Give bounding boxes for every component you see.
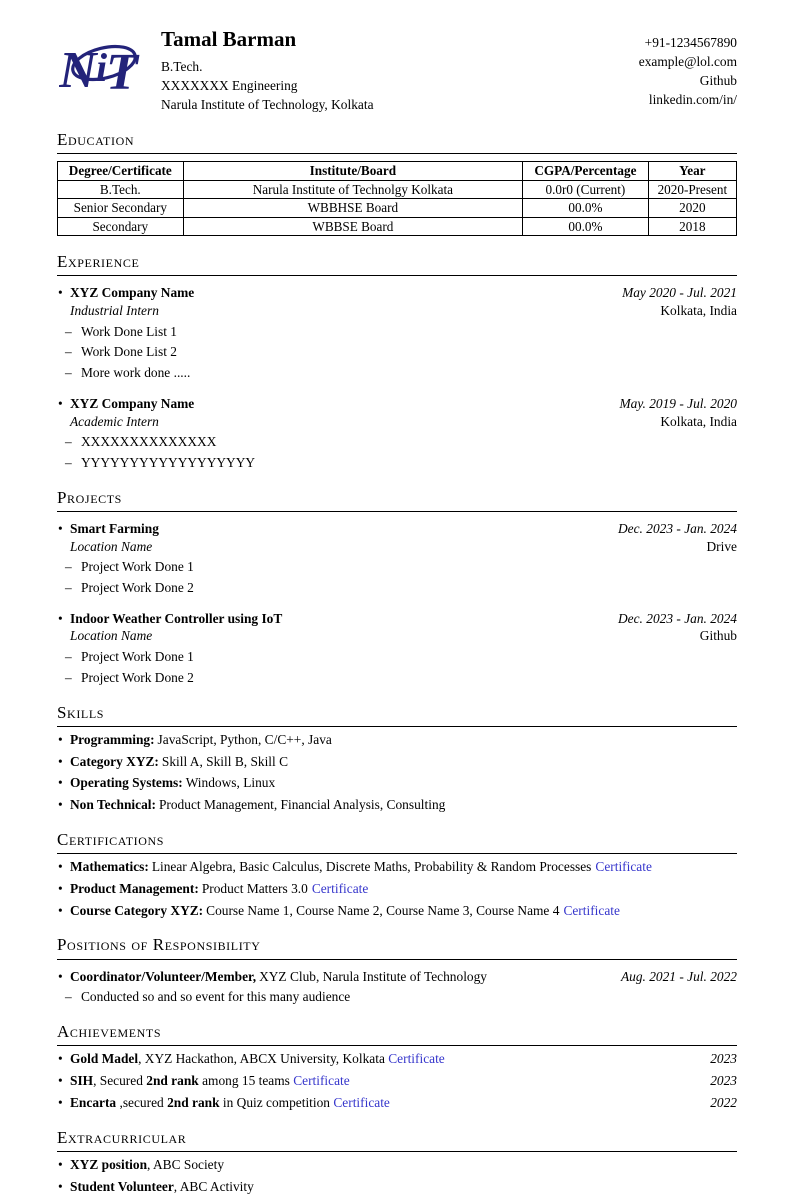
bullet-point: – Work Done List 1 — [57, 323, 737, 341]
skill-list: Skill A, Skill B, Skill C — [162, 754, 288, 769]
skill-list: JavaScript, Python, C/C++, Java — [158, 732, 332, 747]
table-row — [58, 199, 737, 217]
table-cell: 00.0% — [523, 199, 649, 217]
svg-text:N: N — [59, 42, 99, 98]
section-rule — [57, 1045, 737, 1046]
entry-location: Github — [700, 627, 737, 645]
entry-title-line — [57, 968, 737, 986]
table-header-row — [58, 162, 737, 180]
achievement-text: , XYZ Hackathon, ABCX University, Kolkata — [138, 1051, 388, 1066]
candidate-degree: B.Tech. — [161, 57, 639, 76]
extracurricular-text: , ABC Activity — [174, 1179, 254, 1194]
entry-title: • XYZ Company Name — [70, 395, 194, 413]
certification-item — [57, 902, 737, 920]
section-rule — [57, 275, 737, 276]
certification-category: Mathematics: — [70, 859, 149, 874]
section-heading-achievements: Achievements — [57, 1021, 737, 1043]
skill-item — [57, 774, 737, 792]
skill-item — [57, 753, 737, 771]
achievement-bold-text: 2nd rank — [146, 1073, 198, 1088]
candidate-institute: Narula Institute of Technology, Kolkata — [161, 95, 639, 114]
table-cell: 2018 — [648, 217, 736, 235]
position-title: Coordinator/Volunteer/Member, — [70, 969, 256, 984]
entry-date: Aug. 2021 - Jul. 2022 — [621, 968, 737, 986]
achievement-text: in Quiz competition — [220, 1095, 334, 1110]
position-entry — [57, 968, 737, 1006]
achievement-text-group — [70, 1050, 445, 1068]
extracurricular-item — [57, 1178, 737, 1195]
entry-date: Dec. 2023 - Jan. 2024 — [618, 610, 737, 628]
bullet-point: – Project Work Done 2 — [57, 669, 737, 687]
certificate-link[interactable]: Certificate — [388, 1051, 445, 1066]
bullet-point: – More work done ..... — [57, 364, 737, 382]
table-row — [58, 180, 737, 198]
entry-role: Academic Intern — [70, 413, 159, 431]
section-skills — [57, 702, 737, 814]
entry-title-line — [57, 520, 737, 538]
section-heading-education: Education — [57, 129, 737, 151]
section-rule — [57, 153, 737, 154]
phone-number: +91-1234567890 — [639, 33, 737, 52]
project-entry — [57, 610, 737, 687]
section-projects — [57, 487, 737, 687]
certificate-link[interactable]: Certificate — [595, 859, 652, 874]
section-rule — [57, 726, 737, 727]
bullet-point: – XXXXXXXXXXXXXX — [57, 433, 737, 451]
candidate-name: Tamal Barman — [161, 26, 639, 54]
table-cell: Narula Institute of Technolgy Kolkata — [183, 180, 523, 198]
certification-text: Course Name 1, Course Name 2, Course Name 3, Course Name 4 — [206, 903, 559, 918]
certification-item — [57, 858, 737, 876]
certification-item — [57, 880, 737, 898]
nit-logo-icon — [59, 36, 147, 103]
section-certifications — [57, 829, 737, 920]
section-heading-projects: Projects — [57, 487, 737, 509]
skill-list: Product Management, Financial Analysis, Consulting — [159, 797, 445, 812]
certification-category: Course Category XYZ: — [70, 903, 203, 918]
entry-date: May. 2019 - Jul. 2020 — [619, 395, 737, 413]
entry-location: Kolkata, India — [660, 302, 737, 320]
table-cell: B.Tech. — [58, 180, 184, 198]
certificate-link[interactable]: Certificate — [293, 1073, 350, 1088]
entry-role: Location Name — [70, 538, 152, 556]
identity-block — [161, 26, 639, 114]
skill-category: Operating Systems: — [70, 775, 183, 790]
table-cell: 2020 — [648, 199, 736, 217]
skill-category: Programming: — [70, 732, 155, 747]
skill-item — [57, 796, 737, 814]
skill-category: Non Technical: — [70, 797, 156, 812]
section-experience — [57, 251, 737, 472]
skill-list: Windows, Linux — [186, 775, 275, 790]
achievement-title: Gold Madel — [70, 1051, 138, 1066]
entry-title-line — [57, 395, 737, 413]
entry-subtitle-line — [57, 413, 737, 431]
nit-logo-graphic — [59, 36, 147, 98]
entry-location: Drive — [707, 538, 738, 556]
entry-role: Industrial Intern — [70, 302, 159, 320]
entry-title: • Smart Farming — [70, 520, 159, 538]
entry-date: Dec. 2023 - Jan. 2024 — [618, 520, 737, 538]
section-rule — [57, 853, 737, 854]
achievement-text-group — [70, 1072, 350, 1090]
section-heading-experience: Experience — [57, 251, 737, 273]
achievement-text: , Secured — [93, 1073, 146, 1088]
certification-text: Linear Algebra, Basic Calculus, Discrete Maths, Probability & Random Processes — [152, 859, 592, 874]
certificate-link[interactable]: Certificate — [563, 903, 620, 918]
entry-title-line — [57, 284, 737, 302]
achievement-text: among 15 teams — [199, 1073, 293, 1088]
achievement-item — [57, 1072, 737, 1090]
entry-role: Location Name — [70, 627, 152, 645]
table-cell: WBBHSE Board — [183, 199, 523, 217]
column-header: CGPA/Percentage — [523, 162, 649, 180]
section-education — [57, 129, 737, 236]
table-cell: 2020-Present — [648, 180, 736, 198]
section-heading-certifications: Certifications — [57, 829, 737, 851]
section-heading-extracurricular: Extracurricular — [57, 1127, 737, 1149]
certificate-link[interactable]: Certificate — [312, 881, 369, 896]
achievement-year: 2023 — [710, 1072, 737, 1090]
entry-title: • Indoor Weather Controller using IoT — [70, 610, 282, 628]
entry-subtitle-line — [57, 627, 737, 645]
email-link[interactable]: example@lol.com — [639, 52, 737, 71]
extracurricular-title: XYZ position — [70, 1157, 147, 1172]
achievement-title: Encarta — [70, 1095, 116, 1110]
section-achievements — [57, 1021, 737, 1112]
achievement-item — [57, 1050, 737, 1068]
section-heading-positions: Positions of Responsibility — [57, 934, 737, 956]
bullet-point: – Project Work Done 1 — [57, 648, 737, 666]
column-header: Degree/Certificate — [58, 162, 184, 180]
extracurricular-text: , ABC Society — [147, 1157, 224, 1172]
section-heading-skills: Skills — [57, 702, 737, 724]
header — [57, 26, 737, 114]
achievement-text: ,secured — [116, 1095, 167, 1110]
section-rule — [57, 1151, 737, 1152]
entry-date: May 2020 - Jul. 2021 — [622, 284, 737, 302]
education-table — [57, 161, 737, 236]
certification-category: Product Management: — [70, 881, 199, 896]
entry-location: Kolkata, India — [660, 413, 737, 431]
table-cell: WBBSE Board — [183, 217, 523, 235]
table-cell: 00.0% — [523, 217, 649, 235]
bullet-point: – Work Done List 2 — [57, 343, 737, 361]
linkedin-link[interactable]: linkedin.com/in/ — [639, 90, 737, 109]
table-row — [58, 217, 737, 235]
bullet-point: – Project Work Done 1 — [57, 558, 737, 576]
extracurricular-item — [57, 1156, 737, 1174]
entry-subtitle-line — [57, 302, 737, 320]
svg-text:T: T — [106, 44, 140, 98]
bullet-point: – Project Work Done 2 — [57, 579, 737, 597]
bullet-point: – Conducted so and so event for this many audience — [57, 988, 737, 1006]
entry-title-line — [57, 610, 737, 628]
contact-block — [639, 26, 737, 109]
certification-text: Product Matters 3.0 — [202, 881, 308, 896]
achievement-title: SIH — [70, 1073, 93, 1088]
experience-entry — [57, 395, 737, 472]
entry-title: • XYZ Company Name — [70, 284, 194, 302]
skill-item — [57, 731, 737, 749]
table-cell: Senior Secondary — [58, 199, 184, 217]
section-rule — [57, 511, 737, 512]
table-cell: Secondary — [58, 217, 184, 235]
project-entry — [57, 520, 737, 597]
extracurricular-title: Student Volunteer — [70, 1179, 174, 1194]
section-positions — [57, 934, 737, 1006]
bullet-point: – YYYYYYYYYYYYYYYYYY — [57, 454, 737, 472]
svg-text:i: i — [96, 45, 107, 90]
certificate-link[interactable]: Certificate — [333, 1095, 390, 1110]
candidate-branch: XXXXXXX Engineering — [161, 76, 639, 95]
achievement-text-group — [70, 1094, 390, 1112]
section-rule — [57, 959, 737, 960]
achievement-year: 2023 — [710, 1050, 737, 1068]
achievement-item — [57, 1094, 737, 1112]
entry-subtitle-line — [57, 538, 737, 556]
column-header: Year — [648, 162, 736, 180]
github-link[interactable]: Github — [639, 71, 737, 90]
section-extracurricular — [57, 1127, 737, 1195]
skill-category: Category XYZ: — [70, 754, 159, 769]
position-org: XYZ Club, Narula Institute of Technology — [259, 969, 487, 984]
achievement-year: 2022 — [710, 1094, 737, 1112]
column-header: Institute/Board — [183, 162, 523, 180]
position-text-group — [70, 968, 487, 986]
experience-entry — [57, 284, 737, 381]
table-cell: 0.0r0 (Current) — [523, 180, 649, 198]
achievement-bold-text: 2nd rank — [167, 1095, 219, 1110]
